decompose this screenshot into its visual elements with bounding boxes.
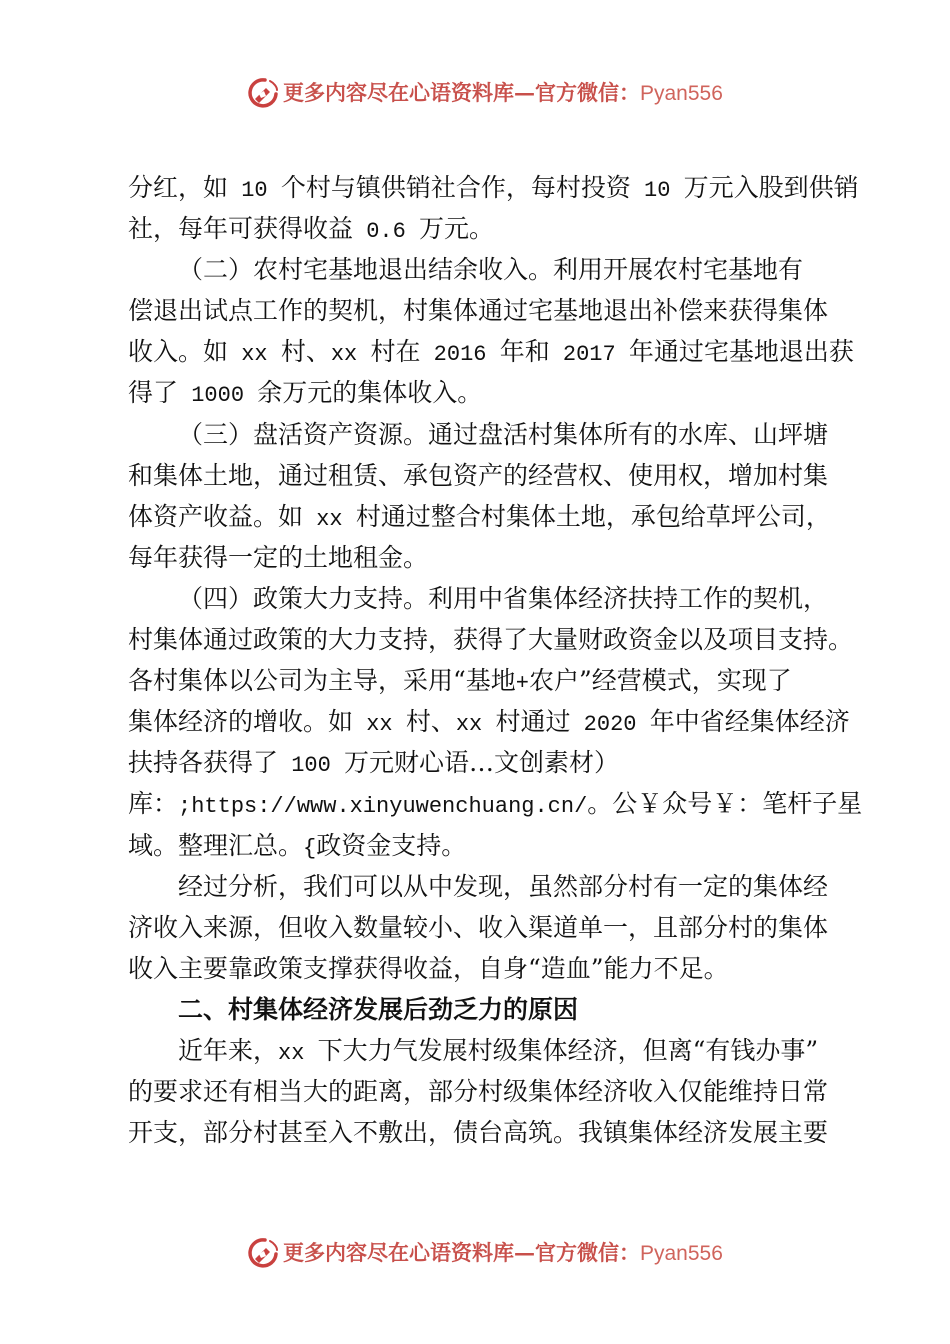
paragraph xyxy=(128,167,888,249)
wechat-id: Pyan556 xyxy=(640,1242,723,1265)
latin-run: { xyxy=(303,835,317,861)
paragraph xyxy=(128,249,888,413)
text-line: （三）盘活资产资源。通过盘活村集体所有的水库、山坪塘 xyxy=(178,419,829,449)
text-line: 每年获得一定的土地租金。 xyxy=(128,542,429,572)
text-line: 近年来，xx 下大力气发展村级集体经济，但离“有钱办事” xyxy=(178,1035,819,1066)
text-line: （四）政策大力支持。利用中省集体经济扶持工作的契机， xyxy=(178,583,829,613)
text-line: 域。整理汇总。{政资金支持。 xyxy=(128,830,467,861)
text-line: 扶持各获得了 100 万元财心语…文创素材） xyxy=(128,748,620,779)
text-line: 济收入来源，但收入数量较小、收入渠道单一，且部分村的集体 xyxy=(128,912,829,942)
latin-run: 0.6 xyxy=(353,219,420,245)
latin-run: 1000 xyxy=(178,383,258,409)
text-line: 的要求还有相当大的距离，部分村级集体经济收入仅能维持日常 xyxy=(128,1077,829,1107)
text-line: 各村集体以公司为主导，采用“基地+农户”经营模式，实现了 xyxy=(128,666,792,697)
footer-watermark xyxy=(246,1236,723,1270)
text-line: 收入主要靠政策支撑获得收益，自身“造血”能力不足。 xyxy=(128,953,729,983)
latin-run: + xyxy=(515,671,529,697)
latin-run: xx xyxy=(228,342,281,368)
latin-run: xx xyxy=(303,506,356,532)
latin-run: xx xyxy=(455,712,496,738)
latin-run: 2017 xyxy=(549,342,629,368)
latin-run: xx xyxy=(330,342,371,368)
document-body xyxy=(128,167,888,1153)
text-line: （二）农村宅基地退出结余收入。利用开展农村宅基地有 xyxy=(178,255,804,285)
text-line: 分红，如 10 个村与镇供销社合作，每村投资 10 万元入股到供销 xyxy=(128,173,859,203)
logo-icon xyxy=(246,1236,280,1270)
section-heading: 二、村集体经济发展后劲乏力的原因 xyxy=(178,994,579,1024)
text-line: 开支，部分村甚至入不敷出，债台高筑。我镇集体经济发展主要 xyxy=(128,1118,829,1148)
paragraph xyxy=(128,414,888,578)
wechat-id: Pyan556 xyxy=(640,82,723,105)
logo-icon xyxy=(246,76,280,110)
latin-run: 2016 xyxy=(420,342,500,368)
text-line: 得了 1000 余万元的集体收入。 xyxy=(128,378,483,409)
text-line: 体资产收益。如 xx 村通过整合村集体土地，承包给草坪公司， xyxy=(128,501,831,532)
latin-run: xx xyxy=(353,712,406,738)
text-line: 社，每年可获得收益 0.6 万元。 xyxy=(128,214,495,245)
latin-run: 10 xyxy=(630,178,684,203)
text-line: 集体经济的增收。如 xx 村、xx 村通过 2020 年中省经集体经济 xyxy=(128,707,850,738)
latin-run: 100 xyxy=(278,753,345,779)
text-line: 库：;https://www.xinyuwenchuang.cn/。公￥众号￥：笔杆子星 xyxy=(128,789,863,820)
text-line: 和集体土地，通过租赁、承包资产的经营权、使用权，增加村集 xyxy=(128,460,829,490)
latin-run: 2020 xyxy=(570,712,650,738)
paragraph xyxy=(128,578,888,866)
paragraph xyxy=(128,866,888,989)
latin-run: xx xyxy=(278,1040,318,1066)
watermark-text: 更多内容尽在心语资料库—官方微信： xyxy=(283,1240,640,1265)
text-line: 经过分析，我们可以从中发现，虽然部分村有一定的集体经 xyxy=(178,871,829,901)
paragraph xyxy=(128,1030,888,1153)
text-line: 村集体通过政策的大力支持，获得了大量财政资金以及项目支持。 xyxy=(128,625,854,655)
header-watermark xyxy=(246,76,723,110)
text-line: 偿退出试点工作的契机，村集体通过宅基地退出补偿来获得集体 xyxy=(128,296,829,326)
watermark-text: 更多内容尽在心语资料库—官方微信： xyxy=(283,80,640,105)
latin-run: ;https://www.xinyuwenchuang.cn/ xyxy=(178,794,588,820)
latin-run: 10 xyxy=(228,178,281,203)
text-line: 收入。如 xx 村、xx 村在 2016 年和 2017 年通过宅基地退出获 xyxy=(128,337,854,368)
